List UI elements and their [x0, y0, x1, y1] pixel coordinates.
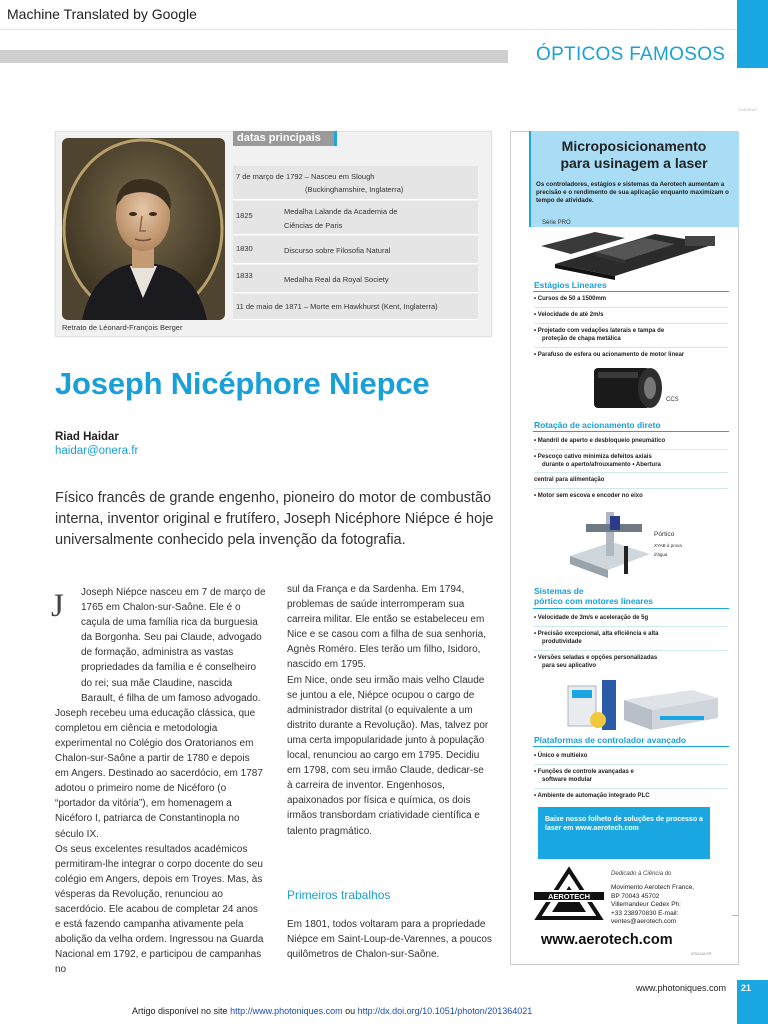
ad-address-line: ventes@aerotech.com	[611, 918, 677, 925]
ad-address-line: Movimento Aerotech France,	[611, 884, 695, 891]
gantry-system-image	[566, 506, 652, 582]
ad-intro: Os controladores, estágios e sistemas da Aerotech aumentam a precisão e o rendimento de sua aplicação enquanto maximizam o tempo de atividade.	[536, 181, 729, 204]
ad-feature-cont: central para alimentação	[534, 472, 728, 484]
ad-product-label: Série PRO	[542, 220, 571, 226]
timeline-row	[233, 201, 478, 235]
timeline-row	[233, 166, 478, 200]
aerotech-logo-text: AEROTECH	[547, 892, 591, 901]
ad-tagline: Dedicado à Ciência do	[611, 871, 672, 877]
timeline-heading: datas principais	[233, 131, 335, 146]
ad-feature: • Motor sem escova e encoder no eixo	[534, 488, 728, 500]
ad-website-link[interactable]: www.aerotech.com	[541, 932, 673, 948]
ad-feature-cont: software modular	[542, 777, 593, 783]
timeline-year: 1825	[236, 211, 253, 220]
timeline-row	[233, 294, 478, 320]
body-paragraph: Em 1801, todos voltaram para a propriedade Niépce em Saint-Loup-de-Varennes, a poucos quilômetros de Chalon-sur-Saône.	[287, 919, 492, 961]
ad-download-text[interactable]: Baixe nosso folheto de soluções de processo a laser em www.aerotech.com	[545, 816, 703, 832]
body-column-2	[287, 582, 492, 839]
footer-availability	[132, 1006, 532, 1016]
timeline-event: 7 de março de 1792 – Nasceu em Slough	[236, 172, 375, 181]
ad-product-sublabel: XYAB à prova d'água	[654, 543, 682, 557]
footer-link-doi[interactable]: http://dx.doi.org/10.1051/photon/201364021	[357, 1006, 533, 1016]
ad-feature: • Velocidade de até 2m/s	[534, 307, 728, 319]
ad-code: AT0414A-FR	[691, 952, 712, 956]
translation-banner: Machine Translated by Google	[7, 6, 197, 22]
portrait-illustration	[62, 138, 225, 320]
ad-feature: • Precisão excepcional, alta eficiência e alta	[534, 626, 728, 638]
footer-text: Artigo disponível no site	[132, 1006, 231, 1016]
footer-site[interactable]: www.photoniques.com	[636, 983, 727, 993]
ad-feature-cont: proteção de chapa metálica	[542, 336, 621, 342]
ad-section-title-line: pórtico com motores lineares	[534, 596, 654, 606]
author-email-link[interactable]: haidar@onera.fr	[55, 445, 139, 457]
ad-address	[611, 884, 726, 927]
body-paragraph: Os seus excelentes resultados académicos permitiram-lhe integrar o corpo docente do seu colégio em Angers, depois em Troyes. Mas, às vésperas da Revolução, renunciou ao sacerdócio. Ele acabou de completar 24 anos e está fazendo campanha ativamente pela abolição da velha ordem. Ingressou na Guarda Nacional em 1792, e participou de campanhas no	[55, 843, 264, 976]
ad-section-rule	[533, 431, 729, 432]
ad-address-line: BP 70043 45702	[611, 892, 660, 900]
timeline-row	[233, 265, 478, 293]
ad-feature: • Funções de controle avançadas e	[534, 764, 728, 776]
article-title: Joseph Nicéphore Niepce	[55, 366, 430, 401]
ad-feature-cont: para seu aplicativo	[542, 663, 597, 669]
ad-product-label: CCS	[666, 397, 679, 403]
ad-download-banner[interactable]	[538, 807, 710, 859]
ad-feature: • Versões seladas e opções personalizadas	[534, 650, 728, 662]
body-paragraph: sul da França e da Sardenha. Em 1794, problemas de saúde interromperam sua carreira militar. Ele então se estabeleceu em Nice e se casou com a filha de sua senhoria, Agnès Roméro. Eles terão um filho, Isidoro, nascido em 1795.	[287, 584, 486, 671]
aerotech-logo	[534, 866, 604, 922]
portrait-caption: Retrato de Léonard-François Berger	[62, 323, 183, 332]
timeline-row	[233, 236, 478, 264]
author-name: Riad Haidar	[55, 431, 119, 443]
ad-section-title-line: Sistemas de	[534, 586, 584, 596]
ad-feature-cont: durante o aperto/afrouxamento • Abertura	[542, 462, 661, 468]
header-tab	[737, 0, 768, 68]
aerotech-logo-icon	[534, 866, 604, 922]
ad-feature: • Único e multieixo	[534, 753, 588, 759]
linear-stage-image	[535, 224, 725, 280]
ad-feature: • Parafuso de esfera ou acionamento de motor linear	[534, 347, 728, 359]
timeline-year: 1830	[236, 244, 253, 253]
footer-text: ou	[342, 1006, 358, 1016]
ad-section-title: Rotação de acionamento direto	[534, 420, 661, 430]
section-subhead: Primeiros trabalhos	[287, 888, 391, 902]
timeline-event-cont: (Buckinghamshire, Inglaterra)	[305, 185, 404, 194]
drop-cap: J	[51, 588, 64, 624]
ad-title-line: Microposicionamento	[561, 138, 707, 154]
footer-link-photoniques[interactable]: http://www.photoniques.com	[230, 1006, 343, 1016]
section-title: ÓPTICOS FAMOSOS	[536, 44, 726, 65]
ad-feature-list	[534, 437, 728, 500]
ad-feature-cont: produtividade	[542, 639, 582, 645]
ad-section-title: Plataformas de controlador avançado	[534, 735, 687, 745]
portrait-image	[62, 138, 225, 320]
ad-feature: • Ambiente de automação integrado PLC	[534, 788, 728, 800]
side-mark: —	[732, 913, 738, 919]
ad-section-rule	[533, 291, 729, 292]
ad-feature-list	[534, 614, 728, 670]
ad-section-rule	[533, 746, 729, 747]
timeline-year: 1833	[236, 271, 253, 280]
ad-product-label: Pórtico	[654, 531, 675, 538]
ad-section-rule	[533, 608, 729, 609]
rotary-stage-image	[588, 362, 664, 414]
ad-section-title: Estágios Lineares	[534, 280, 607, 290]
ad-feature: • Projetado com vedações laterais e tampa de	[534, 323, 728, 335]
body-column-1	[55, 585, 266, 977]
timeline-event: 11 de maio de 1871 – Morte em Hawkhurst (Kent, Inglaterra)	[236, 302, 438, 311]
timeline-event: Medalha Real da Royal Society	[284, 275, 389, 284]
ad-section-title	[534, 586, 653, 606]
page-number: 21	[741, 983, 752, 993]
timeline-event: Discurso sobre Filosofia Natural	[284, 246, 391, 255]
ad-feature-list	[534, 752, 728, 800]
ad-title-line: para usinagem a laser	[560, 155, 708, 171]
top-divider	[0, 29, 768, 30]
ad-title	[529, 138, 739, 172]
ad-feature: • Velocidade de 3m/s e aceleração de 5g	[534, 615, 649, 621]
ad-feature-list	[534, 295, 728, 359]
ad-feature: • Mandril de aperto e desbloqueio pneumático	[534, 438, 666, 444]
body-paragraph: Joseph recebeu uma educação clássica, que completou em ciência e metodologia experimental no Colégio dos Oratorianos em Chalon-sur-Saône a partir de 1780 e depois em Angers. Destinado ao sacerdócio, em 1787 adotou o primeiro nome de Nicéforo (o “portador da vitória”), em homenagem a Nicéforo I, patriarca de Constantinopla no século IX.	[55, 707, 263, 840]
tiny-mark: SUBHEAD	[738, 107, 758, 112]
timeline-event: Medalha Lalande da Academia de	[284, 207, 398, 216]
header-band	[0, 50, 508, 63]
lead-paragraph: Físico francês de grande engenho, pioneiro do motor de combustão interna, inventor original e frutífero, Joseph Nicéphore Niépce é hoje universalmente conhecido pela invenção da fotografia.	[55, 490, 494, 548]
timeline-event-cont: Ciências de Paris	[284, 221, 343, 230]
ad-address-line: Villemandeur Cedex Ph:	[611, 901, 681, 908]
ad-address-line: +33 238970830 E-mail:	[611, 909, 679, 917]
ad-feature: • Cursos de 50 a 1500mm	[534, 296, 607, 302]
controller-platform-image	[562, 678, 722, 734]
body-paragraph: Joseph Niépce nasceu em 7 de março de 1765 em Chalon-sur-Saône. Ele é o caçula de uma família rica da burguesia da Borgonha. Seu pai Claude, advogado de formação, administra as vastas propriedades da família e é conselheiro do rei; sua mãe Claudine, nascida Barault, é filha de um famoso advogado.	[81, 587, 266, 704]
ad-feature: • Pescoço cativo minimiza defeitos axiais	[534, 449, 728, 461]
body-paragraph: Em Nice, onde seu irmão mais velho Claude se juntou a ele, Niépce ocupou o cargo de administrador distrital (o equivalente a um distrito durante a Revolução). Mas, talvez por uma certa impopularidade junto à população local, renunciou ao cargo em 1795. Decidiu em 1798, com seu irmão Claude, dedicar-se à carreira de inventor. Engenhosos, apaixonados por física e química, os dois irmãos transbordam criatividade científica e talento pragmático.	[287, 674, 489, 837]
